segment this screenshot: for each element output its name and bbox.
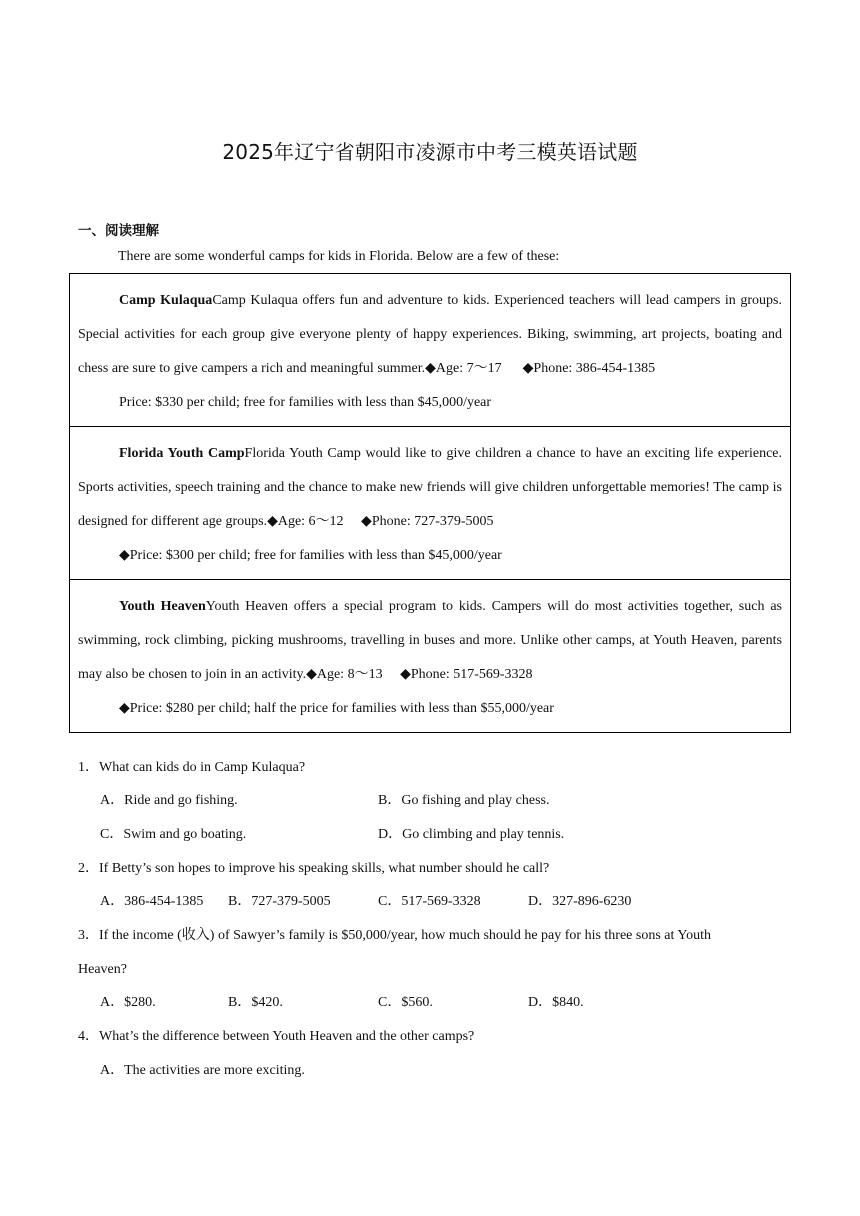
question-1: 1．What can kids do in Camp Kulaqua? — [78, 760, 306, 775]
camp-description — [78, 590, 782, 692]
passage-intro: There are some wonderful camps for kids in Florida. Below are a few of these: — [118, 249, 560, 264]
option-3a: A．$280. — [100, 995, 156, 1010]
page-title: 2025年辽宁省朝阳市凌源市中考三模英语试题 — [222, 140, 638, 164]
option-3d: D．$840. — [528, 995, 584, 1010]
camp-description — [78, 284, 782, 386]
option-1d: D．Go climbing and play tennis. — [378, 827, 565, 842]
question-4: 4．What’s the difference between Youth Heaven and the other camps? — [78, 1029, 475, 1044]
camp-text: Florida Youth Camp would like to give children a chance to have an exciting life experience. Sports activities, speech training and the chance to make new friends will give children unforgettable memories! The camp is designed for different age groups.◆Age: 6～12 ◆Phone: 727-379-5005 — [78, 446, 782, 529]
camp-cell-kulaqua — [70, 274, 790, 426]
camp-price: ◆Price: $280 per child; half the price for families with less than $55,000/year — [119, 701, 554, 716]
section-heading: 一、阅读理解 — [78, 223, 159, 239]
camp-name: Camp Kulaqua — [119, 293, 213, 308]
option-4a: A．The activities are more exciting. — [100, 1063, 305, 1078]
camp-text: Youth Heaven offers a special program to kids. Campers will do most activities together, such as swimming, rock climbing, picking mushrooms, travelling in buses and more. Unlike other camps, at Youth Heaven, parents may also be chosen to join in an activity.◆Age: 8～13 ◆Phone: 517-569-3328 — [78, 599, 782, 682]
option-1b: B．Go fishing and play chess. — [378, 793, 550, 808]
option-2b: B．727-379-5005 — [228, 894, 331, 909]
option-2d: D．327-896-6230 — [528, 894, 632, 909]
camp-name: Florida Youth Camp — [119, 446, 245, 461]
option-1c: C．Swim and go boating. — [100, 827, 247, 842]
camp-description — [78, 437, 782, 539]
camp-price: Price: $330 per child; free for families with less than $45,000/year — [119, 395, 492, 410]
question-3: 3．If the income (收入) of Sawyer’s family is $50,000/year, how much should he pay for his three sons at Youth — [78, 928, 711, 943]
question-3-continued: Heaven? — [78, 962, 127, 977]
option-2c: C．517-569-3328 — [378, 894, 481, 909]
camp-text: Camp Kulaqua offers fun and adventure to kids. Experienced teachers will lead campers in groups. Special activities for each group give everyone plenty of happy experiences. Biking, swimming, art projects, boating and chess are sure to give campers a rich and meaningful summer.◆Age: 7～17 ◆Phone: 386-454-1385 — [78, 293, 782, 376]
camp-cell-florida-youth — [70, 426, 790, 579]
camp-cell-youth-heaven — [70, 579, 790, 732]
camp-price: ◆Price: $300 per child; free for families with less than $45,000/year — [119, 548, 502, 563]
camp-table — [69, 273, 791, 733]
option-3b: B．$420. — [228, 995, 283, 1010]
camp-name: Youth Heaven — [119, 599, 206, 614]
question-2: 2．If Betty’s son hopes to improve his speaking skills, what number should he call? — [78, 861, 550, 876]
option-3c: C．$560. — [378, 995, 433, 1010]
option-1a: A．Ride and go fishing. — [100, 793, 238, 808]
option-2a: A．386-454-1385 — [100, 894, 204, 909]
